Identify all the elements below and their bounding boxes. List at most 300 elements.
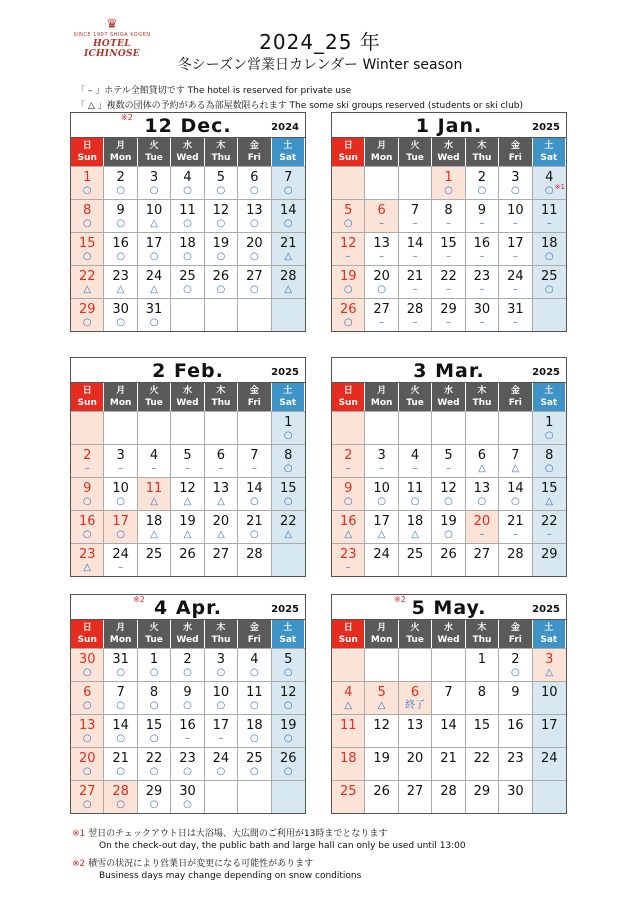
month-year: 2025 <box>532 604 560 615</box>
day-number: 15 <box>145 718 163 733</box>
day-status: – <box>512 284 518 295</box>
day-number: 21 <box>507 514 524 529</box>
day-cell <box>104 681 137 714</box>
day-number: 3 <box>216 652 226 667</box>
day-cell <box>432 747 465 780</box>
day-number <box>71 412 103 415</box>
day-status: ○ <box>283 496 293 507</box>
day-cell <box>171 780 204 813</box>
weekday-en: Mon <box>370 398 393 408</box>
day-number: 30 <box>179 784 196 799</box>
day-number: 16 <box>507 718 524 733</box>
day-status: ○ <box>82 799 92 810</box>
weekday-jp: 日 <box>343 623 353 633</box>
day-cell <box>332 780 365 813</box>
day-number: 14 <box>507 481 524 496</box>
day-number <box>365 649 397 652</box>
day-status: – <box>218 733 224 744</box>
day-cell <box>499 444 532 477</box>
day-number: 19 <box>339 269 357 284</box>
day-number: 24 <box>373 547 390 562</box>
day-cell <box>138 681 171 714</box>
weekday-jp: 土 <box>283 623 293 633</box>
day-number <box>332 649 364 652</box>
day-cell <box>332 166 365 199</box>
day-status: ○ <box>216 251 226 262</box>
day-status: ○ <box>377 284 386 295</box>
weekday-en: Sun <box>338 398 358 408</box>
day-cell <box>432 232 465 265</box>
day-cell <box>432 411 465 444</box>
day-number: 12 <box>212 203 230 218</box>
day-cell <box>205 232 238 265</box>
day-cell <box>238 648 271 681</box>
day-cell <box>238 199 271 232</box>
day-number: 7 <box>410 203 420 218</box>
day-cell <box>171 510 204 543</box>
day-status: ○ <box>82 733 92 744</box>
footnote-2 <box>72 856 313 869</box>
day-number: 18 <box>541 236 558 251</box>
day-number: 11 <box>339 718 357 733</box>
day-number: 8 <box>149 685 159 700</box>
day-cell <box>171 543 204 576</box>
weekday-jp: 木 <box>477 141 487 151</box>
day-cell <box>466 199 499 232</box>
day-status: ○ <box>544 284 554 295</box>
day-cell <box>104 232 137 265</box>
weekday-label <box>71 383 104 411</box>
day-status: – <box>118 463 124 474</box>
day-number: 27 <box>473 547 491 562</box>
day-number: 8 <box>545 448 554 463</box>
day-number: 17 <box>112 514 129 529</box>
page-title: 2024_25 年 <box>259 30 381 54</box>
day-status: ○ <box>510 496 520 507</box>
day-status: ○ <box>116 317 125 328</box>
day-cell <box>399 411 432 444</box>
day-status: △ <box>284 251 293 262</box>
day-status: ○ <box>149 766 159 777</box>
day-status: △ <box>183 529 192 540</box>
day-cell <box>499 714 532 747</box>
day-cell <box>365 199 398 232</box>
day-number: 1 <box>545 415 554 430</box>
day-status: – <box>379 317 385 328</box>
day-cell <box>533 648 566 681</box>
day-number: 4 <box>545 170 554 185</box>
day-cell <box>365 298 398 331</box>
day-cell <box>171 714 204 747</box>
day-cell <box>171 681 204 714</box>
day-cell <box>71 714 104 747</box>
weekday-en: Mon <box>370 153 393 163</box>
day-number: 14 <box>440 718 457 733</box>
weekday-en: Tue <box>406 153 424 163</box>
day-cell <box>138 444 171 477</box>
day-number <box>205 781 237 784</box>
day-number: 25 <box>339 784 357 799</box>
day-number: 16 <box>473 236 491 251</box>
day-cell <box>205 477 238 510</box>
day-number: 6 <box>216 448 226 463</box>
day-number: 10 <box>507 203 524 218</box>
day-cell <box>138 648 171 681</box>
day-cell <box>499 747 532 780</box>
day-status: – <box>445 317 451 328</box>
day-status: ○ <box>82 667 92 678</box>
day-number: 25 <box>406 547 424 562</box>
day-status: ○ <box>444 529 453 540</box>
day-status: – <box>184 733 190 744</box>
day-cell <box>365 714 398 747</box>
day-cell <box>71 543 104 576</box>
day-status: – <box>379 218 385 229</box>
day-cell <box>104 199 137 232</box>
day-number <box>272 299 305 302</box>
day-cell <box>332 411 365 444</box>
month-note: ※2 <box>133 595 145 604</box>
day-number <box>332 412 364 415</box>
day-cell <box>71 477 104 510</box>
day-cell <box>466 681 499 714</box>
day-cell <box>272 543 305 576</box>
weekday-header <box>71 620 305 648</box>
weekday-jp: 火 <box>410 386 420 396</box>
day-cell <box>432 780 465 813</box>
day-number: 20 <box>473 514 491 529</box>
day-cell <box>238 543 271 576</box>
day-cell <box>499 265 532 298</box>
day-cell <box>104 780 137 813</box>
day-status: ○ <box>544 251 554 262</box>
day-number: 22 <box>541 514 558 529</box>
day-number: 9 <box>83 481 92 496</box>
weekday-en: Wed <box>437 398 460 408</box>
footnote-2-ref: ※2 <box>72 859 86 869</box>
day-cell <box>272 265 305 298</box>
day-cell <box>104 747 137 780</box>
day-status: ○ <box>183 766 192 777</box>
day-cell <box>138 747 171 780</box>
day-number: 13 <box>78 718 96 733</box>
day-cell <box>533 265 566 298</box>
day-number: 12 <box>440 481 457 496</box>
day-cell <box>71 411 104 444</box>
weekday-jp: 木 <box>477 386 487 396</box>
day-status: ○ <box>283 733 293 744</box>
day-number: 28 <box>112 784 129 799</box>
day-number: 30 <box>112 302 129 317</box>
day-status: ○ <box>82 218 92 229</box>
day-status: ○ <box>183 799 192 810</box>
weekday-jp: 金 <box>510 141 520 151</box>
day-status: △ <box>83 284 92 295</box>
day-status: ○ <box>510 667 520 678</box>
day-number: 18 <box>179 236 196 251</box>
weekday-en: Sun <box>77 153 97 163</box>
day-cell <box>138 543 171 576</box>
day-cell <box>238 780 271 813</box>
day-status: ○ <box>116 218 125 229</box>
day-status: △ <box>377 700 386 711</box>
weekday-label <box>138 620 171 648</box>
day-number <box>238 299 270 302</box>
day-cell <box>332 747 365 780</box>
weekday-label <box>71 620 104 648</box>
day-cell <box>205 510 238 543</box>
weekday-en: Thu <box>472 398 492 408</box>
day-number: 29 <box>440 302 457 317</box>
weekday-label <box>238 383 271 411</box>
day-cell <box>138 714 171 747</box>
day-number: 22 <box>145 751 163 766</box>
day-number: 1 <box>284 415 293 430</box>
weekday-en: Fri <box>247 635 261 645</box>
month-calendar <box>331 112 567 332</box>
day-number: 10 <box>145 203 163 218</box>
day-number: 14 <box>280 203 297 218</box>
weekday-label <box>205 620 238 648</box>
day-cell <box>205 648 238 681</box>
day-number: 13 <box>246 203 263 218</box>
day-status: ○ <box>149 799 159 810</box>
day-number: 25 <box>179 269 196 284</box>
day-status: ○ <box>116 251 125 262</box>
month-calendar <box>70 594 306 814</box>
day-number: 3 <box>149 170 159 185</box>
day-number: 29 <box>473 784 491 799</box>
day-number: 7 <box>284 170 293 185</box>
month-name: 4 Apr. <box>153 597 223 619</box>
day-number: 26 <box>179 547 196 562</box>
weekday-label <box>238 138 271 166</box>
day-cell <box>272 477 305 510</box>
weekday-en: Mon <box>109 398 132 408</box>
day-number: 29 <box>78 302 96 317</box>
weekday-en: Wed <box>437 153 460 163</box>
weekday-jp: 水 <box>443 141 453 151</box>
day-number: 26 <box>373 784 390 799</box>
day-number: 1 <box>149 652 159 667</box>
day-number: 11 <box>179 203 196 218</box>
logo-name: HOTEL ICHINOSE <box>84 39 140 59</box>
day-number: 2 <box>183 652 192 667</box>
day-number: 9 <box>116 203 125 218</box>
weekday-label <box>238 620 271 648</box>
day-cell <box>238 166 271 199</box>
weekday-label <box>171 383 204 411</box>
weekday-label <box>332 138 365 166</box>
weekday-jp: 火 <box>410 623 420 633</box>
month-calendar <box>70 357 306 577</box>
day-cell <box>71 298 104 331</box>
day-number <box>272 781 305 784</box>
day-number: 15 <box>541 481 558 496</box>
weekday-header <box>71 138 305 166</box>
day-cell <box>138 510 171 543</box>
day-status: – <box>251 463 257 474</box>
weekday-en: Sat <box>279 635 297 645</box>
day-cell <box>272 411 305 444</box>
day-status: △ <box>217 529 225 540</box>
day-status: ○ <box>116 185 125 196</box>
day-number: 15 <box>473 718 491 733</box>
weekday-label <box>399 383 432 411</box>
day-cell <box>499 648 532 681</box>
day-status: ○ <box>249 529 259 540</box>
day-status: ○ <box>283 218 293 229</box>
day-cell <box>104 714 137 747</box>
day-cell <box>499 681 532 714</box>
month-name: 5 May. <box>411 597 487 619</box>
day-number: 9 <box>477 203 487 218</box>
weekday-label <box>171 620 204 648</box>
day-number: 12 <box>179 481 196 496</box>
day-cell <box>205 714 238 747</box>
weekday-en: Sat <box>540 635 558 645</box>
month-note: ※2 <box>394 595 406 604</box>
day-cell <box>272 232 305 265</box>
day-number: 31 <box>145 302 163 317</box>
day-cell <box>399 510 432 543</box>
day-cell <box>466 298 499 331</box>
day-cell <box>71 648 104 681</box>
day-cell <box>466 543 499 576</box>
weekday-label <box>466 383 499 411</box>
day-number: 26 <box>280 751 297 766</box>
day-cell <box>138 298 171 331</box>
day-number: 18 <box>406 514 424 529</box>
day-number: 22 <box>280 514 297 529</box>
day-number: 11 <box>145 481 163 496</box>
day-cell <box>365 232 398 265</box>
day-number: 25 <box>541 269 558 284</box>
day-note: ※1 <box>554 183 565 191</box>
day-number <box>205 412 237 415</box>
day-cell <box>104 543 137 576</box>
day-cell <box>71 444 104 477</box>
day-cell <box>272 747 305 780</box>
weekday-en: Wed <box>176 398 199 408</box>
day-number: 20 <box>212 514 230 529</box>
day-number: 21 <box>440 751 457 766</box>
day-number: 4 <box>344 685 353 700</box>
day-status: – <box>546 218 552 229</box>
day-status: – <box>118 562 124 573</box>
weekday-label <box>205 138 238 166</box>
day-cell <box>365 411 398 444</box>
weekday-jp: 土 <box>544 386 554 396</box>
day-cell <box>272 780 305 813</box>
day-number: 29 <box>145 784 163 799</box>
day-cell <box>205 747 238 780</box>
day-status: ○ <box>116 799 125 810</box>
day-cell <box>533 166 566 199</box>
weekday-jp: 月 <box>377 623 387 633</box>
day-status: – <box>479 218 485 229</box>
weekday-jp: 月 <box>377 141 387 151</box>
day-cell <box>272 444 305 477</box>
day-number <box>533 299 566 302</box>
day-number <box>533 781 566 784</box>
day-number: 11 <box>246 685 263 700</box>
day-cell <box>238 477 271 510</box>
day-cell <box>71 265 104 298</box>
footnote-1-ref: ※1 <box>72 829 86 839</box>
weekday-header <box>332 383 566 411</box>
day-status: ○ <box>183 667 192 678</box>
crest-icon: ♛ <box>106 17 118 32</box>
day-number: 28 <box>507 547 524 562</box>
day-status: ○ <box>116 700 125 711</box>
day-number: 3 <box>116 448 125 463</box>
day-status: △ <box>511 463 520 474</box>
day-number: 2 <box>83 448 92 463</box>
day-number: 12 <box>373 718 390 733</box>
day-cell <box>466 510 499 543</box>
day-number: 10 <box>373 481 390 496</box>
day-number: 17 <box>507 236 524 251</box>
day-status: ○ <box>249 496 259 507</box>
day-number: 6 <box>410 685 420 700</box>
weekday-en: Sat <box>279 398 297 408</box>
day-number: 21 <box>112 751 129 766</box>
day-status: ○ <box>477 185 487 196</box>
weekday-en: Wed <box>176 153 199 163</box>
day-cell <box>71 681 104 714</box>
weekday-label <box>399 138 432 166</box>
day-status: ○ <box>283 185 293 196</box>
month-year: 2025 <box>271 604 299 615</box>
day-number: 24 <box>112 547 129 562</box>
day-cell <box>332 510 365 543</box>
day-number: 22 <box>78 269 96 284</box>
day-cell <box>332 298 365 331</box>
day-grid <box>71 411 305 576</box>
day-status: △ <box>150 496 158 507</box>
day-status: – <box>84 463 90 474</box>
day-status: ○ <box>343 284 353 295</box>
day-number: 9 <box>344 481 353 496</box>
weekday-jp: 土 <box>544 623 554 633</box>
day-status: ○ <box>149 667 159 678</box>
day-cell <box>365 747 398 780</box>
day-status: ○ <box>82 766 92 777</box>
day-status: ○ <box>249 251 259 262</box>
day-number: 8 <box>284 448 293 463</box>
day-number: 18 <box>339 751 357 766</box>
weekday-label <box>104 138 137 166</box>
day-cell <box>466 411 499 444</box>
weekday-label <box>432 138 465 166</box>
day-status: – <box>412 284 418 295</box>
day-status: – <box>345 251 351 262</box>
day-cell <box>432 714 465 747</box>
day-cell <box>466 747 499 780</box>
weekday-jp: 日 <box>343 386 353 396</box>
weekday-label <box>272 383 305 411</box>
day-cell <box>533 780 566 813</box>
weekday-label <box>499 620 532 648</box>
day-cell <box>399 265 432 298</box>
day-status: ○ <box>283 766 293 777</box>
day-cell <box>332 714 365 747</box>
day-cell <box>104 411 137 444</box>
day-number: 3 <box>377 448 386 463</box>
day-cell <box>466 265 499 298</box>
day-cell <box>238 411 271 444</box>
